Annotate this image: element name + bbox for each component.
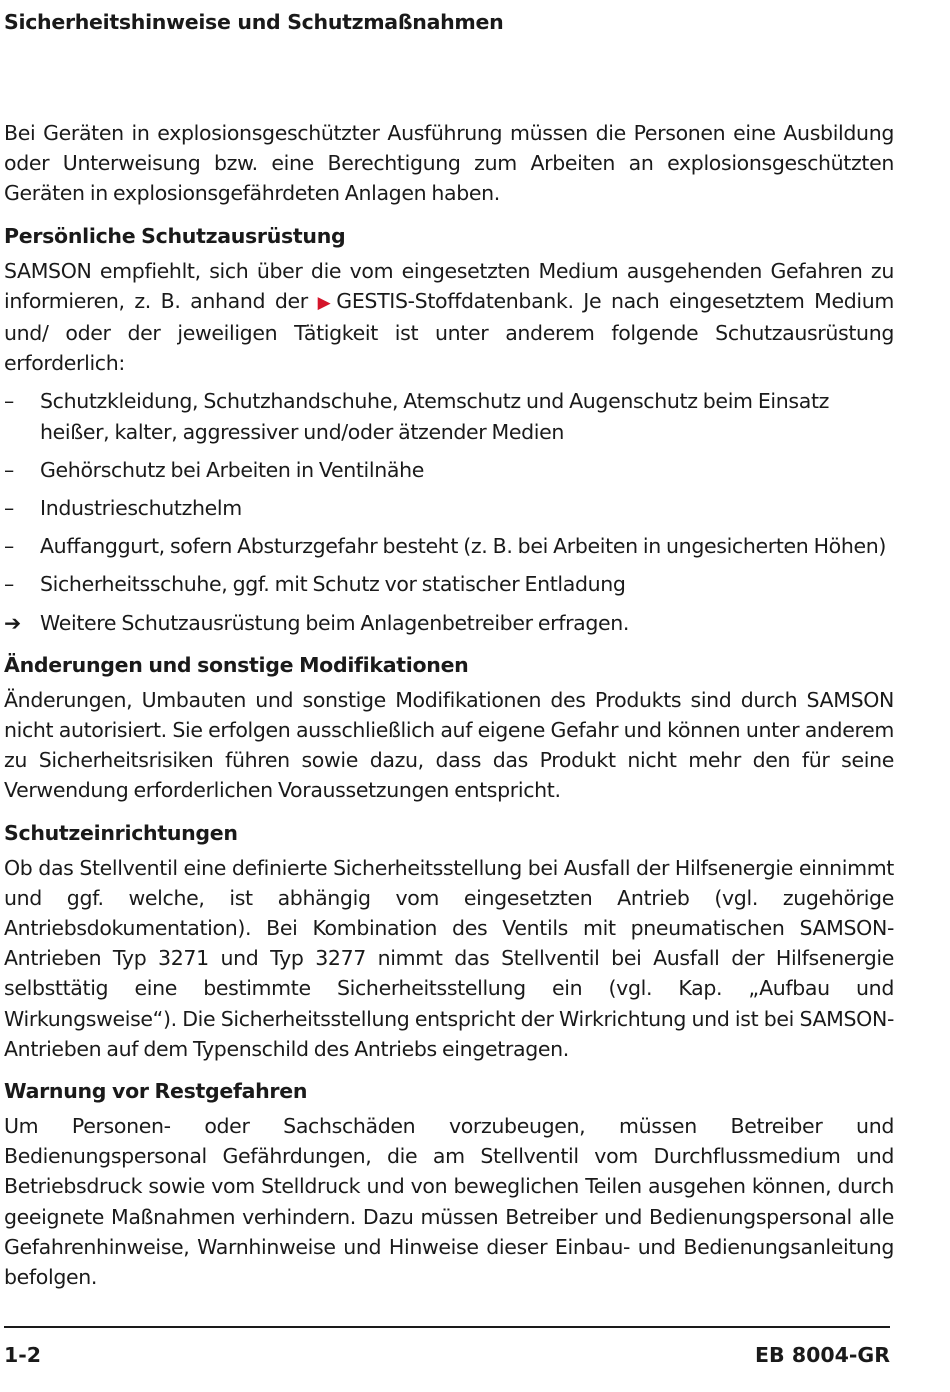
schutzeinrichtungen-paragraph: Ob das Stellventil eine definierte Sicherheitsstellung bei Ausfall der Hilfsenergie einnimmt und ggf. welche, ist abhängig vom eingesetzten Antrieb (vgl. zugehörige Antriebsdokumentation). Bei Kombination des Ventils mit pneumatischen SAMSON-Antrieben Typ 3271 und Typ 3277 nimmt das Stellventil bei Ausfall der Hilfsenergie selbsttätig eine bestimmte Sicherheitsstellung ein (vgl. Kap. „Aufbau und Wirkungsweise“). Die Sicherheitsstellung entspricht der Wirkrichtung und ist bei SAMSON-Antrieben auf dem Typenschild des Antriebs eingetragen. (4, 855, 894, 1061)
list-item (4, 455, 894, 485)
action-text: Weitere Schutzausrüstung beim Anlagenbetreiber erfragen. (40, 610, 630, 635)
dash-bullet: – (4, 457, 14, 482)
section-aenderungen (4, 652, 894, 806)
dash-bullet: – (4, 496, 14, 521)
list-item-text: Gehörschutz bei Arbeiten in Ventilnähe (40, 457, 425, 482)
list-item-text: Auffanggurt, sofern Absturzgefahr besteht (z. B. bei Arbeiten in ungesicherten Höhen) (40, 534, 887, 559)
list-item (4, 531, 894, 561)
right-triangle-icon: ▶ (317, 292, 331, 313)
intro-paragraph: Bei Geräten in explosionsgeschützter Ausführung müssen die Personen eine Ausbildung oder Unterweisung bzw. eine Berechtigung zum Arbeiten an explosionsgeschützten Geräten in explosionsgefährdeten Anlagen haben. (4, 121, 894, 206)
arrow-right-icon: ➔ (4, 610, 21, 635)
list-item-text: Schutzkleidung, Schutzhandschuhe, Atemschutz und Augenschutz beim Einsatz heißer, kalter, aggressiver und/oder ätzender Medien (40, 389, 830, 444)
page-number: 1-2 (4, 1343, 42, 1367)
section-restgefahren (4, 1078, 894, 1292)
list-item (4, 493, 894, 523)
dash-bullet: – (4, 389, 14, 414)
section-heading-restgefahren: Warnung vor Restgefahren (4, 1079, 308, 1104)
document-number: EB 8004-GR (755, 1343, 890, 1367)
dash-bullet: – (4, 534, 14, 559)
psa-text-after: . Je nach eingesetztem Medium und/ oder der jeweiligen Tätigkeit ist unter anderem folgende Schutzausrüstung erforderlich: (4, 288, 895, 376)
section-heading-psa: Persönliche Schutzausrüstung (4, 223, 346, 248)
section-schutzeinrichtungen (4, 820, 894, 1064)
list-item (4, 386, 894, 446)
aenderungen-paragraph: Änderungen, Umbauten und sonstige Modifikationen des Produkts sind durch SAMSON nicht autorisiert. Sie erfolgen ausschließlich auf eigene Gefahr und können unter anderem zu Sicherheitsrisiken führen sowie dazu, dass das Produkt nicht mehr den für seine Verwendung erforderlichen Voraussetzungen entspricht. (4, 687, 894, 803)
document-body (4, 118, 894, 1306)
psa-bullet-list (4, 386, 894, 599)
gestis-link[interactable]: GESTIS-Stoffdatenbank (336, 288, 568, 313)
restgefahren-paragraph: Um Personen- oder Sachschäden vorzubeugen, müssen Betreiber und Bedienungspersonal Gefährdungen, die am Stellventil vom Durchflussmedium und Betriebsdruck sowie vom Stelldruck und von beweglichen Teilen ausgehen können, durch geeignete Maßnahmen verhindern. Dazu müssen Betreiber und Bedienungspersonal alle Gefahrenhinweise, Warnhinweise und Hinweise dieser Einbau- und Bedienungsanleitung befolgen. (4, 1114, 894, 1290)
list-item (4, 569, 894, 599)
list-item-text: Industrieschutzhelm (40, 496, 242, 521)
footer-divider (4, 1326, 890, 1328)
psa-text-before: SAMSON empfiehlt, sich über die vom eingesetzten Medium ausgehenden Gefahren zu informieren, z. B. anhand der (4, 258, 894, 313)
list-item-text: Sicherheitsschuhe, ggf. mit Schutz vor statischer Entladung (40, 572, 626, 597)
action-item (4, 608, 894, 638)
section-heading-aenderungen: Änderungen und sonstige Modifikationen (4, 652, 469, 677)
page-header-title: Sicherheitshinweise und Schutzmaßnahmen (4, 10, 504, 34)
dash-bullet: – (4, 572, 14, 597)
psa-paragraph (4, 256, 894, 379)
section-heading-schutzeinrichtungen: Schutzeinrichtungen (4, 820, 238, 845)
section-psa (4, 223, 894, 638)
